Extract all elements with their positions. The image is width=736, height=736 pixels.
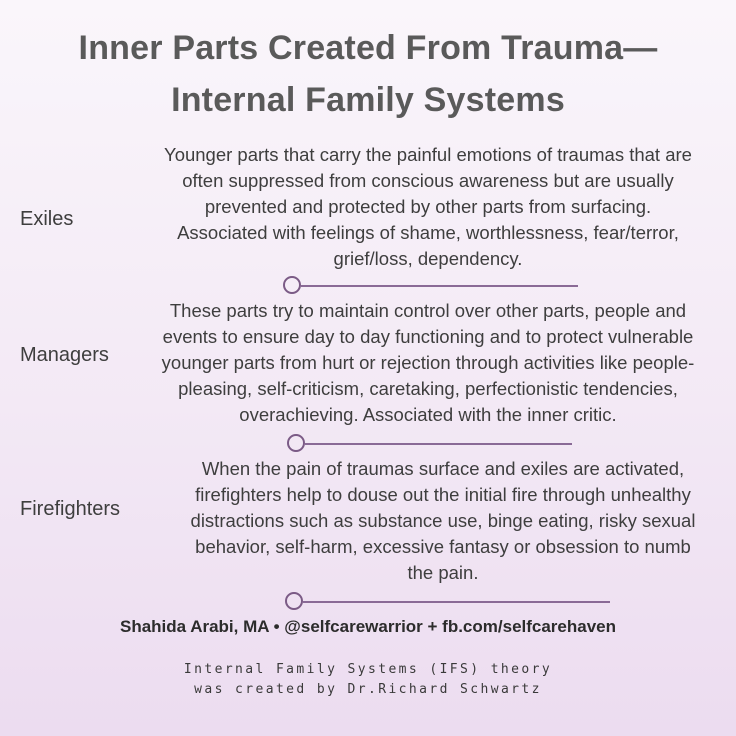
exiles-line: prevented and protected by other parts from surfacing.: [204, 196, 652, 217]
divider-firefighters: [285, 592, 610, 614]
exiles-line: Associated with feelings of shame, worthlessness, fear/terror,: [177, 222, 679, 243]
firefighters-line: the pain.: [407, 562, 479, 583]
author-credit: Shahida Arabi, MA • @selfcarewarrior + fb.com/selfcarehaven: [119, 617, 617, 636]
managers-line: overachieving. Associated with the inner critic.: [239, 404, 617, 425]
footer-note: [0, 660, 736, 700]
managers-line: younger parts from hurt or rejection through activities like people-: [161, 352, 695, 373]
firefighters-line: distractions such as substance use, binge eating, risky sexual: [190, 510, 696, 531]
section-label-firefighters: Firefighters: [20, 498, 121, 520]
exiles-line: Younger parts that carry the painful emotions of traumas that are: [164, 144, 692, 165]
managers-line: These parts try to maintain control over other parts, people and: [169, 300, 687, 321]
firefighters-line: behavior, self-harm, excessive fantasy or obsession to numb: [195, 536, 691, 557]
divider-circle-icon: [283, 276, 301, 294]
page-title: [0, 22, 736, 126]
divider-line: [305, 443, 572, 445]
divider-exiles: [283, 276, 578, 298]
managers-line: events to ensure day to day functioning and to protect vulnerable: [162, 326, 694, 347]
exiles-line: grief/loss, dependency.: [333, 248, 523, 269]
section-text-managers: [130, 298, 726, 428]
divider-line: [303, 601, 610, 603]
managers-line: pleasing, self-criticism, caretaking, perfectionistic tendencies,: [178, 378, 678, 399]
section-label-managers: Managers: [20, 344, 109, 366]
exiles-line: often suppressed from conscious awareness but are usually: [182, 170, 674, 191]
firefighters-line: When the pain of traumas surface and exiles are activated,: [201, 458, 685, 479]
section-text-exiles: [130, 142, 726, 272]
firefighters-line: firefighters help to douse out the initial fire through unhealthy: [195, 484, 691, 505]
section-label-exiles: Exiles: [20, 208, 74, 230]
title-line-1: Inner Parts Created From Trauma—: [78, 29, 658, 67]
divider-managers: [287, 434, 572, 456]
footer-line-2: was created by Dr.Richard Schwartz: [194, 682, 542, 697]
section-text-firefighters: [160, 456, 726, 586]
divider-circle-icon: [285, 592, 303, 610]
divider-circle-icon: [287, 434, 305, 452]
divider-line: [301, 285, 578, 287]
title-line-2: Internal Family Systems: [171, 81, 565, 119]
footer-line-1: Internal Family Systems (IFS) theory: [183, 662, 553, 677]
